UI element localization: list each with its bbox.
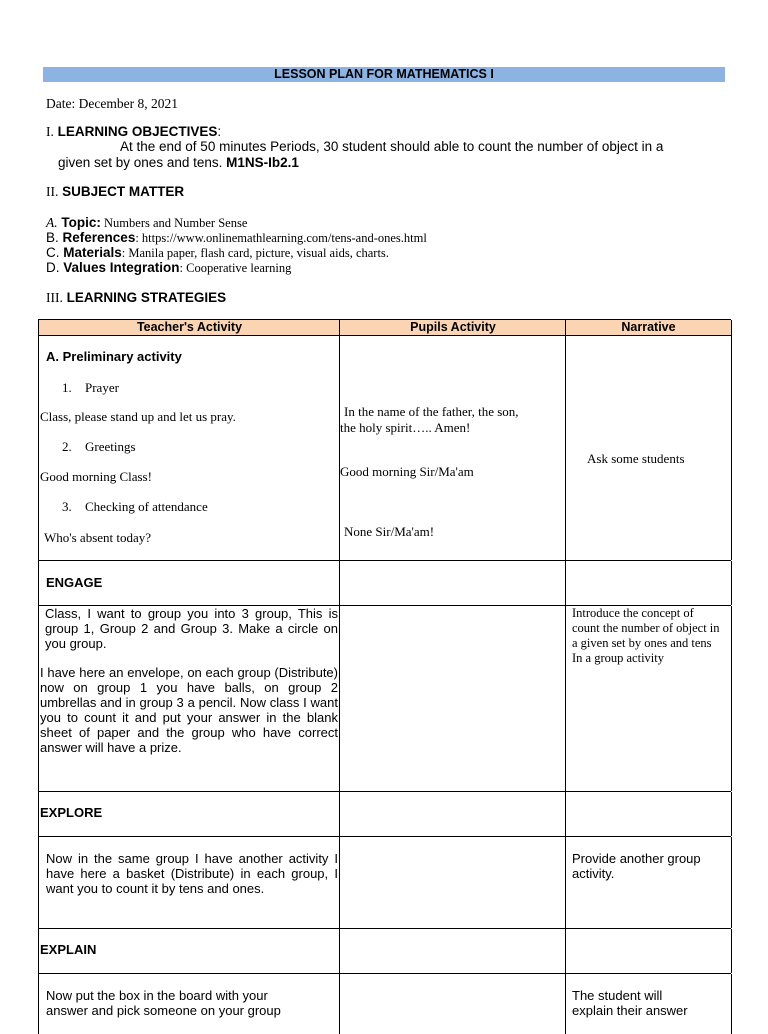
preliminary-title: A. Preliminary activity bbox=[46, 349, 182, 364]
preliminary-teacher-cell bbox=[38, 335, 340, 560]
subject-item-materials bbox=[46, 245, 389, 261]
explore-title-cell bbox=[38, 792, 340, 836]
prayer-pupil-line-2: the holy spirit….. Amen! bbox=[340, 420, 471, 435]
date-line: Date: December 8, 2021 bbox=[46, 96, 178, 111]
item-letter: B. bbox=[46, 230, 59, 245]
section-colon: : bbox=[217, 124, 222, 139]
greetings-teacher-line: Good morning Class! bbox=[40, 469, 152, 484]
explain-narrative-line-1: The student will bbox=[572, 988, 663, 1003]
item-value: : Cooperative learning bbox=[179, 261, 292, 275]
attendance-pupil-line: None Sir/Ma'am! bbox=[344, 524, 435, 539]
item-value: : https://www.onlinemathlearning.com/tens-and-ones.html bbox=[135, 231, 427, 245]
item-label: References bbox=[62, 230, 136, 245]
item-letter: C. bbox=[46, 245, 60, 260]
engage-paragraph-1: Class, I want to group you into 3 group, This is group 1, Group 2 and Group 3. Make a circle on you group. bbox=[45, 606, 338, 651]
explore-narrative-cell bbox=[565, 837, 732, 928]
section-number: I. bbox=[46, 124, 54, 139]
preliminary-pupils-cell bbox=[339, 335, 566, 560]
subject-item-values bbox=[46, 260, 291, 276]
table-row-engage bbox=[38, 606, 731, 792]
explain-title-narrative-cell bbox=[565, 929, 732, 973]
greetings-label: Greetings bbox=[85, 439, 136, 454]
section-title: LEARNING OBJECTIVES bbox=[57, 124, 218, 139]
learning-objectives-heading bbox=[46, 124, 221, 140]
explore-title-narrative-cell bbox=[565, 792, 732, 836]
objective-line-1: At the end of 50 minutes Periods, 30 student should able to count the number of object in a bbox=[120, 139, 664, 154]
explain-line-1: Now put the box in the board with your bbox=[46, 988, 268, 1003]
table-row-explore bbox=[38, 837, 731, 929]
explore-title-pupils-cell bbox=[339, 792, 566, 836]
table-row-explain-title bbox=[38, 929, 731, 974]
attendance-teacher-line: Who's absent today? bbox=[44, 530, 152, 545]
prayer-pupil-line-1: In the name of the father, the son, bbox=[344, 404, 519, 419]
document-title: LESSON PLAN FOR MATHEMATICS I bbox=[43, 67, 725, 82]
engage-title: ENGAGE bbox=[46, 575, 103, 590]
header-narrative: Narrative bbox=[565, 320, 732, 335]
subject-matter-heading bbox=[46, 184, 184, 200]
table-row-explain bbox=[38, 974, 731, 1034]
engage-teacher-cell bbox=[38, 606, 340, 791]
greetings-number: 2. bbox=[62, 439, 72, 454]
prayer-number: 1. bbox=[62, 380, 72, 395]
item-label: Topic: bbox=[61, 215, 101, 230]
table-header-row bbox=[38, 319, 731, 336]
objective-line-2 bbox=[58, 155, 299, 170]
greetings-pupil-line: Good morning Sir/Ma'am bbox=[340, 464, 474, 479]
explain-pupils-cell bbox=[339, 974, 566, 1034]
item-label: Materials bbox=[63, 245, 122, 260]
item-letter: A. bbox=[46, 215, 58, 230]
learning-strategies-heading bbox=[46, 290, 226, 306]
explain-title-pupils-cell bbox=[339, 929, 566, 973]
subject-item-topic bbox=[46, 215, 247, 231]
engage-narrative: Introduce the concept of count the number of object in a given set by ones and tens In a group activity bbox=[572, 606, 720, 665]
explain-narrative-line-2: explain their answer bbox=[572, 1003, 688, 1018]
preliminary-narrative-cell bbox=[565, 335, 732, 560]
explore-title: EXPLORE bbox=[40, 805, 103, 820]
section-number: III. bbox=[46, 290, 63, 305]
header-pupils: Pupils Activity bbox=[339, 320, 566, 335]
attendance-label: Checking of attendance bbox=[85, 499, 208, 514]
competency-code: M1NS-Ib2.1 bbox=[226, 155, 299, 170]
explore-teacher-cell bbox=[38, 837, 340, 928]
table-row-preliminary bbox=[38, 335, 731, 561]
item-value: Numbers and Number Sense bbox=[100, 216, 248, 230]
table-row-explore-title bbox=[38, 792, 731, 837]
prayer-teacher-line: Class, please stand up and let us pray. bbox=[40, 409, 236, 424]
objective-text: given set by ones and tens. bbox=[58, 155, 223, 170]
engage-title-pupils-cell bbox=[339, 561, 566, 605]
explore-narrative: Provide another group activity. bbox=[572, 851, 701, 881]
table-row-engage-title bbox=[38, 561, 731, 606]
explain-title-cell bbox=[38, 929, 340, 973]
engage-pupils-cell bbox=[339, 606, 566, 791]
engage-title-cell bbox=[38, 561, 340, 605]
subject-item-references bbox=[46, 230, 427, 246]
explore-pupils-cell bbox=[339, 837, 566, 928]
explain-line-2: answer and pick someone on your group bbox=[46, 1003, 281, 1018]
item-letter: D. bbox=[46, 260, 60, 275]
preliminary-narrative: Ask some students bbox=[587, 451, 685, 466]
engage-title-narrative-cell bbox=[565, 561, 732, 605]
item-value: : Manila paper, flash card, picture, visual aids, charts. bbox=[121, 246, 389, 260]
section-title: LEARNING STRATEGIES bbox=[66, 290, 227, 305]
explain-narrative-cell bbox=[565, 974, 732, 1034]
header-teacher: Teacher's Activity bbox=[38, 320, 340, 335]
engage-paragraph-2: I have here an envelope, on each group (Distribute) now on group 1 you have balls, on group 2 umbrellas and in group 3 a pencil. Now class I want you to count it and put your answer in the blank sheet of paper and the group who have correct answer will have a prize. bbox=[40, 665, 338, 755]
explore-paragraph: Now in the same group I have another activity I have here a basket (Distribute) in each group, I want you to count it by tens and ones. bbox=[46, 851, 338, 896]
explain-title: EXPLAIN bbox=[40, 942, 97, 957]
engage-narrative-cell bbox=[565, 606, 732, 791]
prayer-label: Prayer bbox=[85, 380, 119, 395]
section-number: II. bbox=[46, 184, 59, 199]
attendance-number: 3. bbox=[62, 499, 72, 514]
item-label: Values Integration bbox=[63, 260, 180, 275]
explain-teacher-cell bbox=[38, 974, 340, 1034]
section-title: SUBJECT MATTER bbox=[62, 184, 185, 199]
